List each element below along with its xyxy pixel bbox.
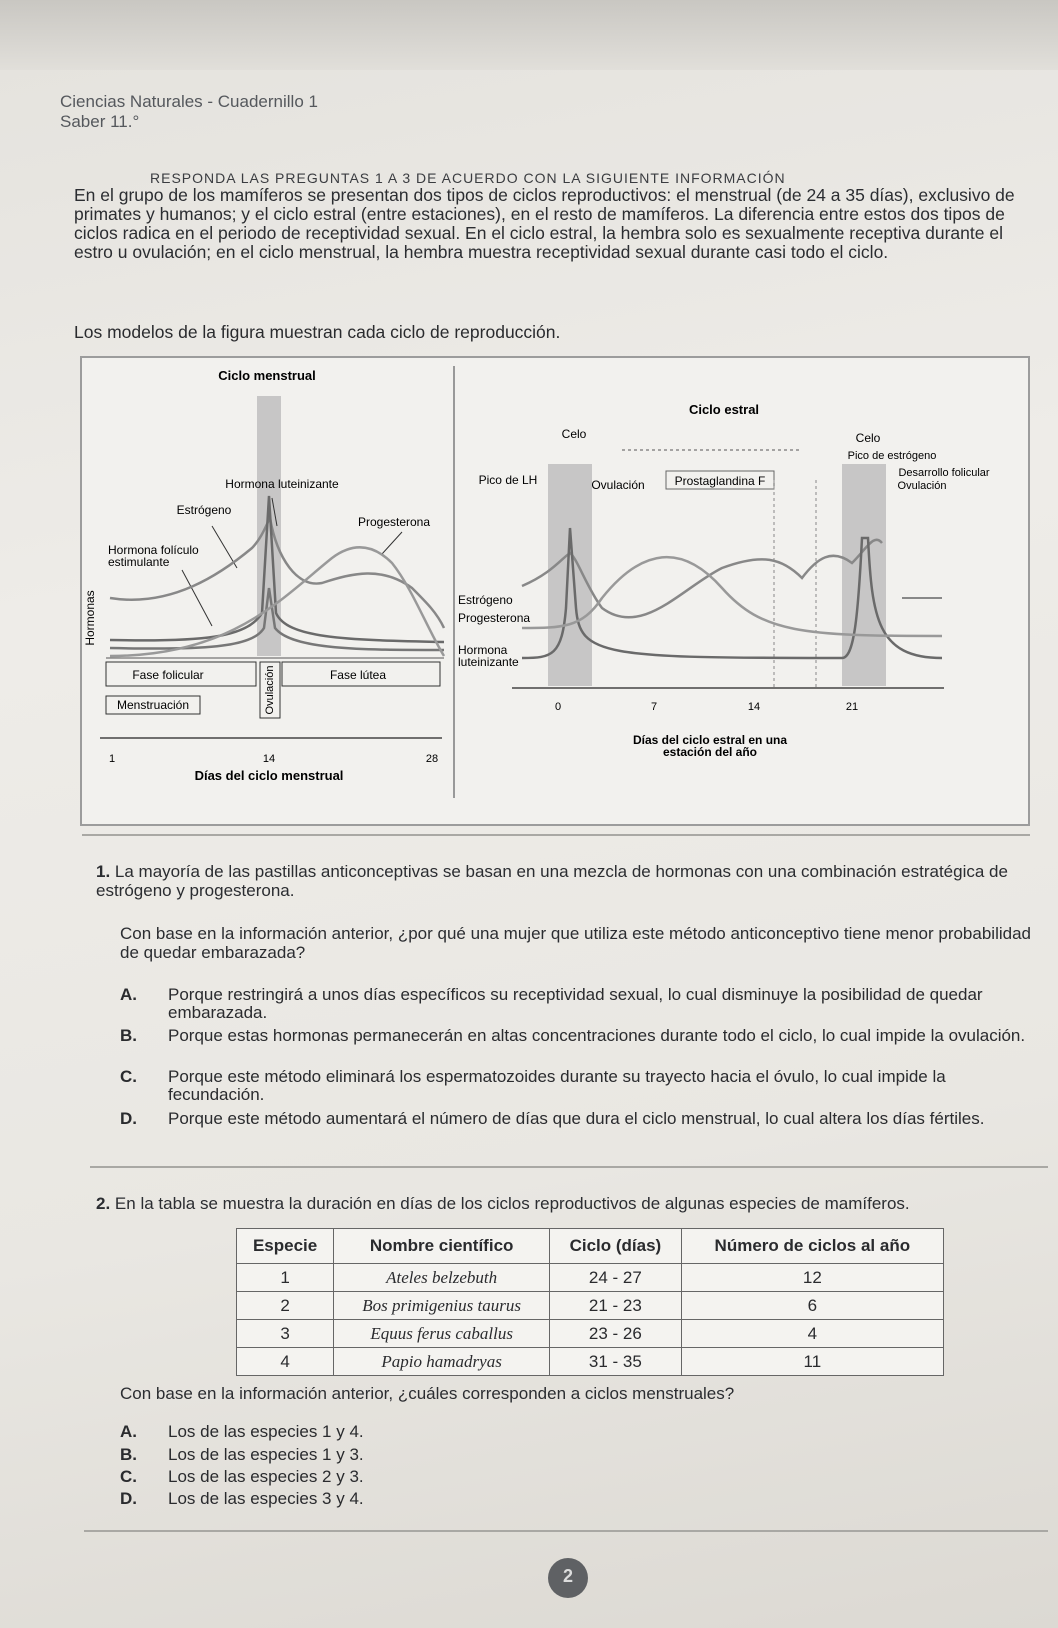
progesterone-pointer (382, 532, 402, 554)
figure-intro: Los modelos de la figura muestran cada ciclo de reproducción. (74, 322, 561, 342)
estral-tick-0: 0 (554, 701, 562, 713)
grade-label: Saber 11.° (60, 112, 140, 131)
q2-option-letter: C. (120, 1467, 137, 1486)
table-cell: 6 (681, 1292, 943, 1320)
menstrual-tick-28: 28 (425, 753, 439, 765)
estral-progesterone-label: Progesterona (458, 611, 531, 625)
estral-title: Ciclo estral (688, 402, 760, 417)
menstrual-xlabel: Días del ciclo menstrual (194, 768, 344, 783)
table-cell: 24 - 27 (550, 1264, 682, 1292)
ovulation-label-1: Ovulación (591, 478, 645, 492)
menstrual-tick-1: 1 (108, 753, 116, 765)
hormones-axis-label: Hormonas (83, 590, 97, 646)
q1-option-c[interactable] (120, 1068, 1035, 1104)
table-cell: Equus ferus caballus (334, 1320, 550, 1348)
page-number: 2 (548, 1558, 588, 1598)
q2-option-letter: A. (120, 1422, 137, 1441)
menstruation-label: Menstruación (116, 698, 190, 712)
section-divider (90, 1166, 1048, 1168)
q2-option-text: Los de las especies 2 y 3. (168, 1467, 364, 1486)
estral-tick-7: 7 (650, 701, 658, 713)
table-row (237, 1320, 944, 1348)
fsh-label-1: Hormona folículo (108, 543, 199, 557)
q1-option-letter: C. (120, 1067, 137, 1086)
table-cell: 31 - 35 (550, 1348, 682, 1376)
table-header-row (237, 1229, 944, 1264)
table-header: Número de ciclos al año (681, 1229, 943, 1264)
q1-option-letter: A. (120, 985, 137, 1004)
table-cell: 11 (681, 1348, 943, 1376)
estral-xlabel-2: estación del año (662, 745, 758, 759)
q1-number: 1. (96, 862, 111, 881)
lh-peak-label: Pico de LH (478, 473, 538, 487)
q1-question: Con base en la información anterior, ¿por qué una mujer que utiliza este método anticonceptivo tiene menor probabilidad de quedar embarazada? (120, 924, 1031, 962)
table-cell: Ateles belzebuth (334, 1264, 550, 1292)
estral-lh-label-1: Hormona (458, 643, 508, 657)
subject-label: Ciencias Naturales - Cuadernillo 1 (60, 92, 318, 111)
q2-option-text: Los de las especies 1 y 3. (168, 1445, 364, 1464)
q1-stem-text: La mayoría de las pastillas anticonceptivas se basan en una mezcla de hormonas con una combinación estratégica de estrógeno y progesterona. (96, 862, 1008, 900)
q2-option-d[interactable] (120, 1490, 1035, 1508)
q2-option-text: Los de las especies 1 y 4. (168, 1422, 364, 1441)
q1-stem (96, 862, 1031, 900)
estrogen-label: Estrógeno (176, 503, 232, 517)
celo-label-2: Celo (855, 431, 881, 445)
instructions: RESPONDA LAS PREGUNTAS 1 A 3 DE ACUERDO CON LA SIGUIENTE INFORMACIÓN (150, 170, 786, 186)
table-cell: 23 - 26 (550, 1320, 682, 1348)
table-cell: 21 - 23 (550, 1292, 682, 1320)
q1-option-letter: B. (120, 1026, 137, 1045)
ovulation-label: Ovulación (264, 665, 276, 715)
figure-cycles (80, 356, 1030, 826)
table-row (237, 1292, 944, 1320)
page-top-shadow (0, 0, 1058, 70)
table-header: Nombre científico (334, 1229, 550, 1264)
menstrual-tick-14: 14 (262, 753, 276, 765)
table-row (237, 1348, 944, 1376)
q1-option-text: Porque estas hormonas permanecerán en altas concentraciones durante todo el ciclo, lo cual impide la ovulación. (168, 1026, 1026, 1045)
estral-tick-21: 21 (845, 701, 859, 713)
estrus-band-1 (548, 464, 592, 686)
q2-question: Con base en la información anterior, ¿cuáles corresponden a ciclos menstruales? (120, 1384, 735, 1403)
estral-lh-label-2: luteinizante (458, 655, 519, 669)
table-header: Ciclo (días) (550, 1229, 682, 1264)
q2-option-b[interactable] (120, 1446, 1035, 1464)
table-cell: 12 (681, 1264, 943, 1292)
q1-option-text: Porque restringirá a unos días específicos su receptividad sexual, lo cual disminuye la posibilidad de quedar embarazada. (168, 985, 983, 1022)
q2-option-letter: B. (120, 1445, 137, 1464)
table-cell: 2 (237, 1292, 334, 1320)
section-divider (82, 834, 1030, 836)
q2-stem-text: En la tabla se muestra la duración en días de los ciclos reproductivos de algunas especies de mamíferos. (114, 1194, 910, 1213)
estral-tick-14: 14 (747, 701, 761, 713)
q2-option-c[interactable] (120, 1468, 1035, 1486)
q1-option-letter: D. (120, 1109, 137, 1128)
intro-paragraph: En el grupo de los mamíferos se presentan dos tipos de ciclos reproductivos: el menstrual (de 24 a 35 días), exclusivo de primates y humanos; y el ciclo estral (entre estaciones), en el resto de mamíferos. La diferencia entre estos dos tipos de ciclos radica en el periodo de receptividad sexual. En el ciclo estral, la hembra solo es sexualmente receptiva durante el estro u ovulación; en el ciclo menstrual, la hembra muestra receptividad sexual durante casi todo el ciclo. (74, 185, 1015, 262)
species-table (236, 1228, 944, 1376)
q1-option-b[interactable] (120, 1027, 1035, 1045)
table-cell: 4 (681, 1320, 943, 1348)
q1-option-text: Porque este método eliminará los espermatozoides durante su trayecto hacia el óvulo, lo cual impide la fecundación. (168, 1067, 946, 1104)
q1-option-d[interactable] (120, 1110, 1035, 1128)
document-header (60, 92, 318, 132)
table-cell: 4 (237, 1348, 334, 1376)
table-cell: 3 (237, 1320, 334, 1348)
section-divider (84, 1530, 1048, 1532)
table-cell: Papio hamadryas (334, 1348, 550, 1376)
q2-option-letter: D. (120, 1489, 137, 1508)
estrogen-peak-label: Pico de estrógeno (847, 450, 937, 462)
table-cell: Bos primigenius taurus (334, 1292, 550, 1320)
q2-stem (96, 1194, 1031, 1213)
table-cell: 1 (237, 1264, 334, 1292)
celo-label-1: Celo (561, 427, 587, 441)
q2-option-a[interactable] (120, 1423, 1035, 1441)
q1-option-text: Porque este método aumentará el número de días que dura el ciclo menstrual, lo cual altera los días fértiles. (168, 1109, 985, 1128)
estral-xlabel-1: Días del ciclo estral en una (632, 733, 788, 747)
fsh-label-2: estimulante (108, 555, 170, 569)
prostaglandin-label: Prostaglandina F (674, 474, 766, 488)
progesterone-label: Progesterona (357, 515, 431, 529)
q1-option-a[interactable] (120, 986, 1035, 1022)
luteal-label: Fase lútea (329, 668, 387, 682)
q2-number: 2. (96, 1194, 111, 1213)
q2-option-text: Los de las especies 3 y 4. (168, 1489, 364, 1508)
menstrual-title: Ciclo menstrual (218, 368, 316, 383)
table-header: Especie (237, 1229, 334, 1264)
table-row (237, 1264, 944, 1292)
follicular-label: Fase folicular (132, 668, 204, 682)
follicular-dev-label: Desarrollo folicular (898, 467, 990, 479)
estral-estrogen-label: Estrógeno (458, 593, 513, 607)
ovulation-label-2: Ovulación (897, 480, 947, 492)
lh-label: Hormona luteinizante (225, 477, 339, 491)
